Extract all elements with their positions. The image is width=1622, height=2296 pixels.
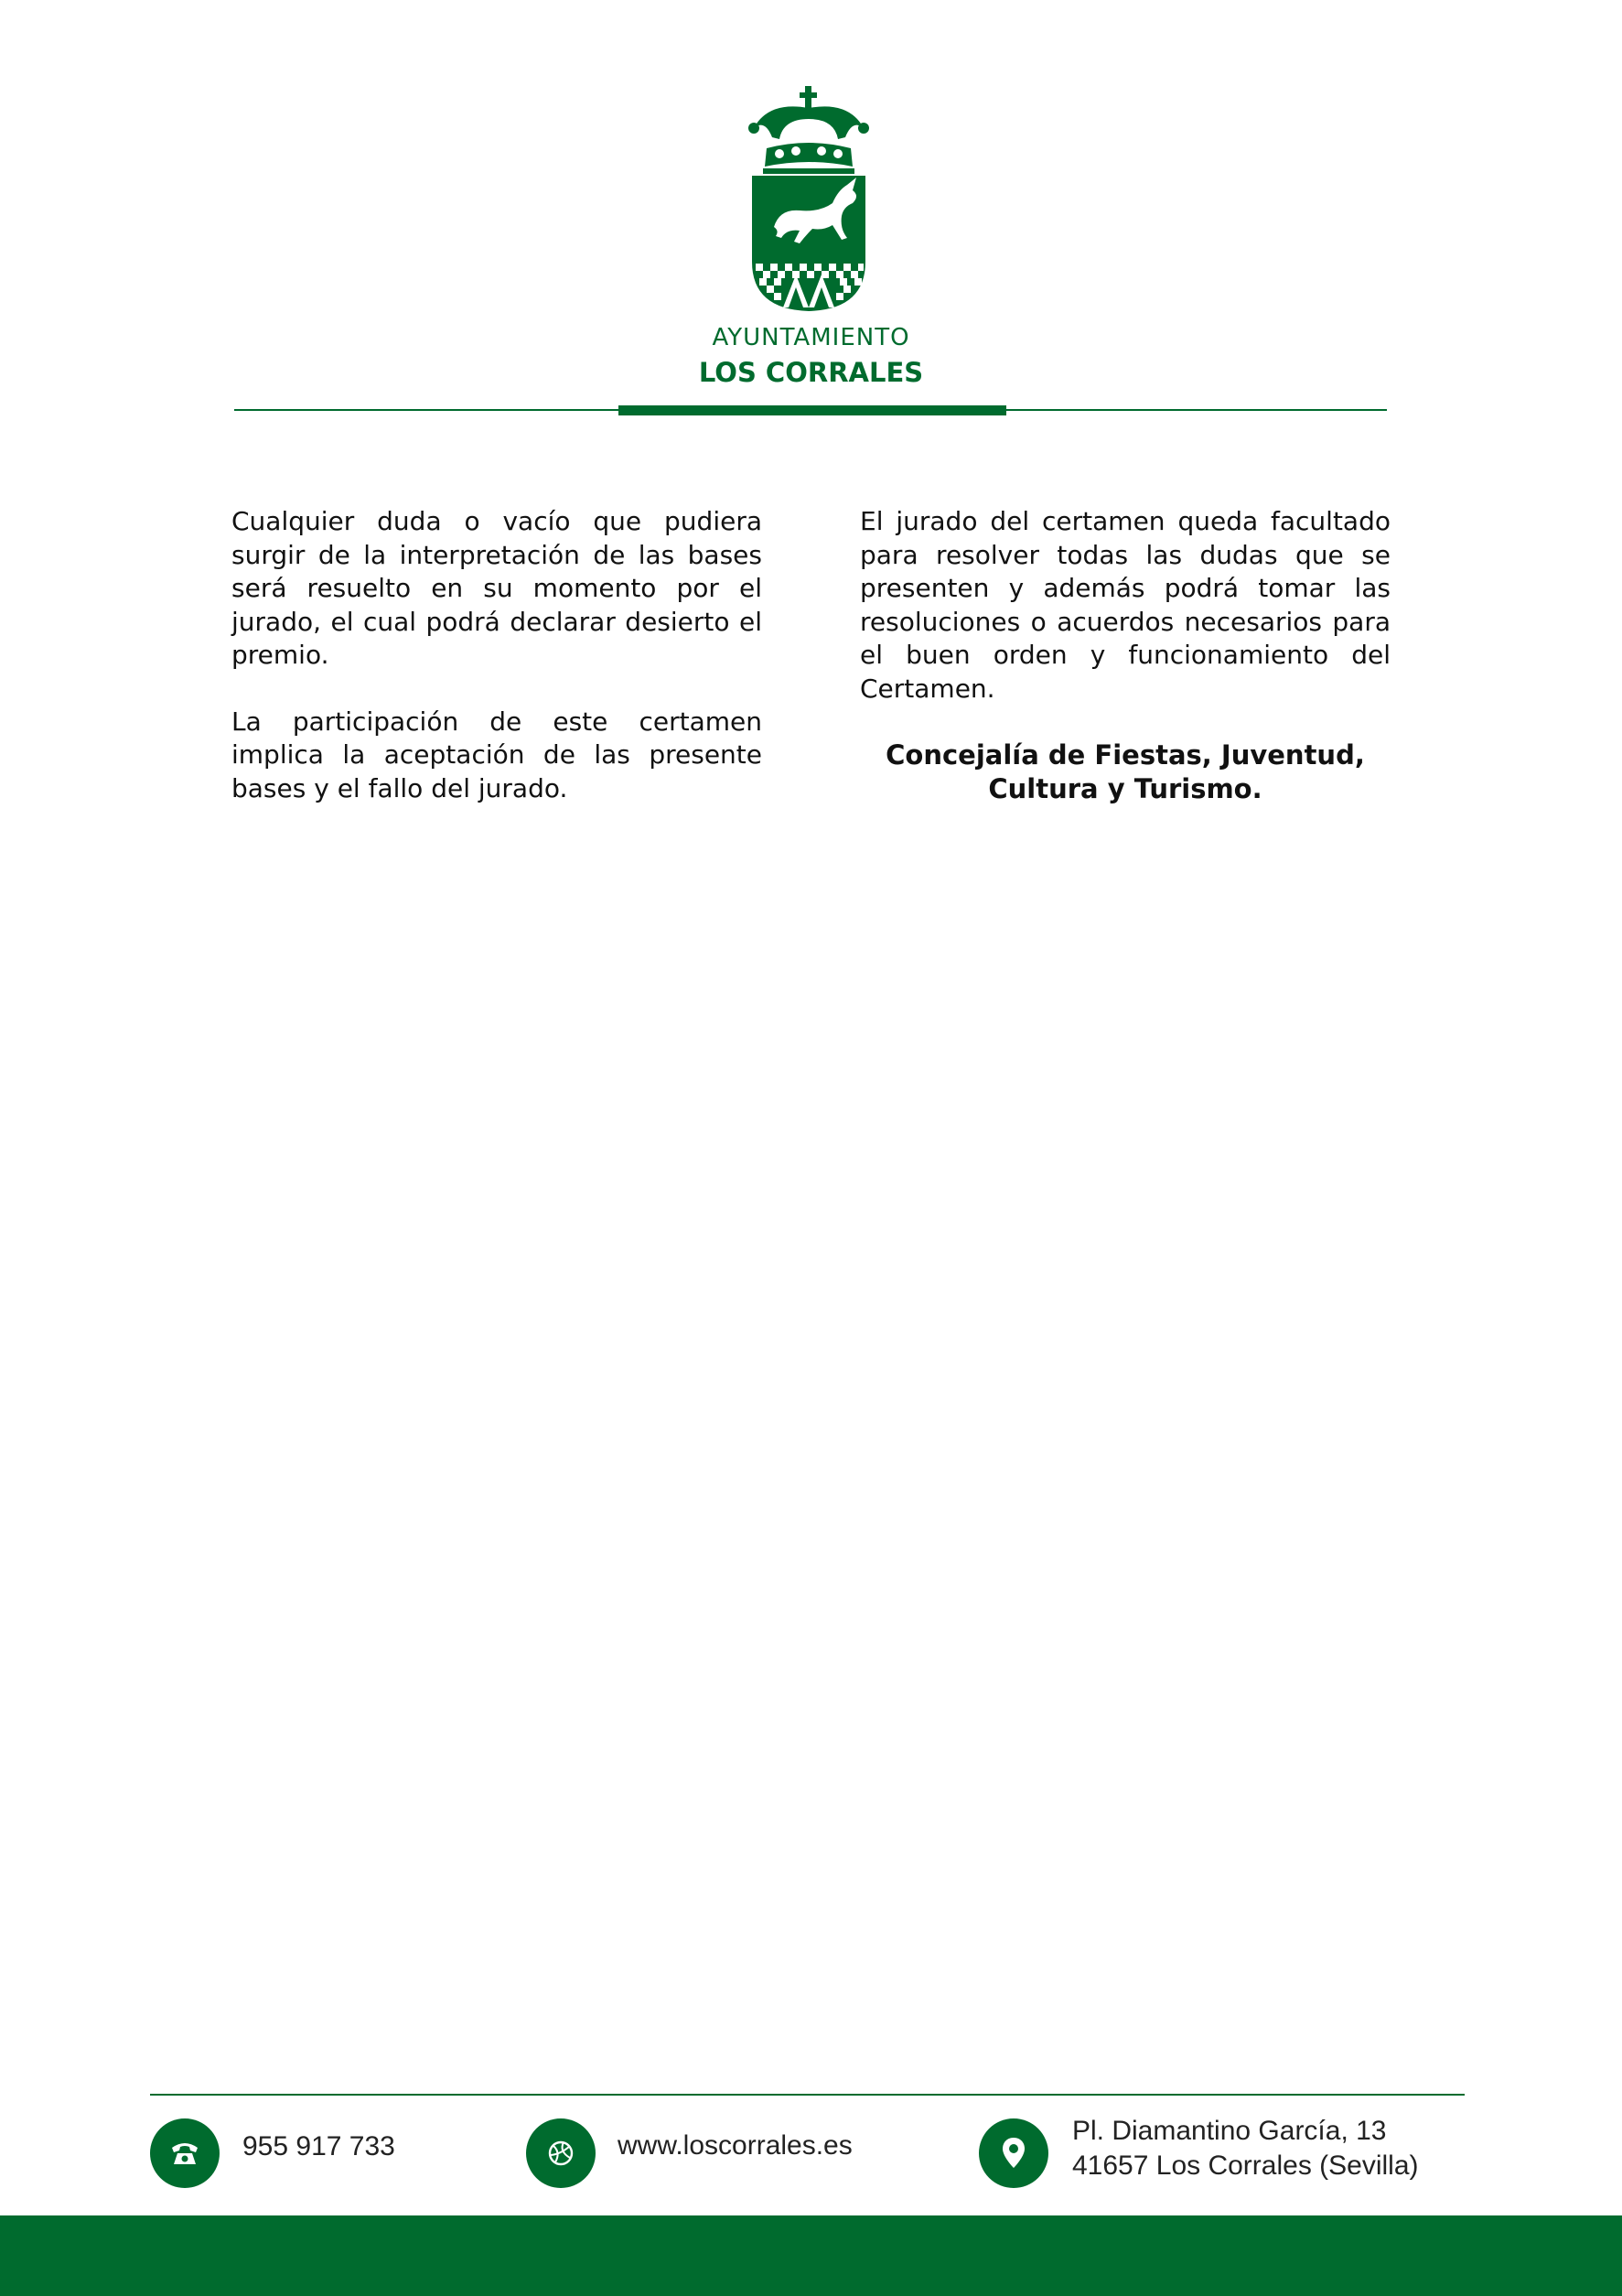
footer-band <box>0 2215 1622 2296</box>
location-pin-icon <box>979 2118 1048 2188</box>
right-column <box>860 505 1391 838</box>
signature-line-2: Cultura y Turismo. <box>988 772 1262 804</box>
left-column <box>231 505 762 838</box>
paragraph-jury: El jurado del certamen queda facultado para resolver todas las dudas que se presenten y además podrá tomar las resoluciones o acuerdos necesarios para el buen orden y funcionamiento del Certamen. <box>860 506 1391 704</box>
address-line-1: Pl. Diamantino García, 13 <box>1072 2116 1387 2146</box>
footer-divider <box>150 2094 1465 2096</box>
coat-of-arms-logo <box>732 82 886 322</box>
footer-website[interactable]: www.loscorrales.es <box>618 2130 853 2161</box>
paragraph-doubts: Cualquier duda o vacío que pudiera surgir de la interpretación de las bases será resuelto en su momento por el jurado, el cual podrá declarar desierto el premio. <box>231 506 762 670</box>
brand-name: LOS CORRALES <box>698 357 924 388</box>
globe-icon <box>526 2118 596 2188</box>
telephone-icon <box>150 2118 220 2188</box>
signature-line-1: Concejalía de Fiestas, Juventud, <box>886 739 1365 771</box>
header-divider-accent <box>618 405 1006 415</box>
paragraph-participation: La participación de este certamen implica la aceptación de las presente bases y el fallo del jurado. <box>231 706 762 803</box>
footer-address <box>1072 2114 1419 2183</box>
brand-subtitle: AYUNTAMIENTO <box>712 324 910 351</box>
signature <box>860 738 1391 805</box>
footer-phone[interactable]: 955 917 733 <box>242 2131 395 2161</box>
address-line-2: 41657 Los Corrales (Sevilla) <box>1072 2150 1419 2181</box>
